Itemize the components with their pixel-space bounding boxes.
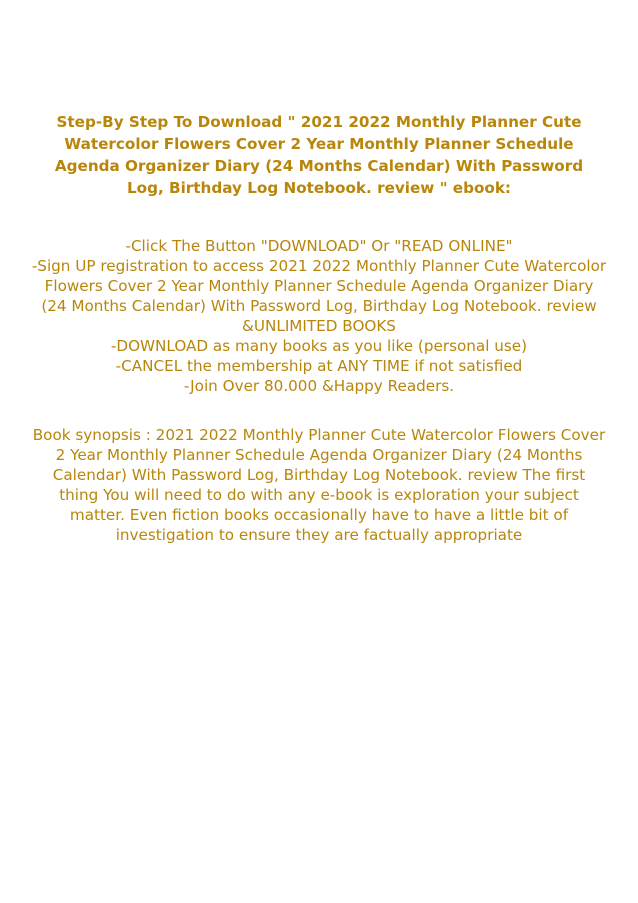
step-sign-up: -Sign UP registration to access 2021 2022 Monthly Planner Cute Watercolor Flowers Cover 2 Year Monthly Planner Schedule Agenda Organizer Diary (24 Months Calendar) With Password Log, Birthday Log Notebook. review &UNLIMITED BOOKS (31, 257, 607, 335)
book-synopsis: Book synopsis : 2021 2022 Monthly Planner Cute Watercolor Flowers Cover 2 Year Monthly Planner Schedule Agenda Organizer Diary (24 Months Calendar) With Password Log, Birthday Log Notebook. review The first thing You will need to do with any e-book is exploration your subject matter. Even fiction books occasionally have to have a little bit of investigation to ensure they are factually appropriate (32, 426, 606, 544)
step-join: -Join Over 80.000 &Happy Readers. (183, 377, 455, 395)
download-steps-list (30, 236, 608, 396)
step-click-button: -Click The Button "DOWNLOAD" Or "READ ONLINE" (125, 237, 513, 255)
page-title: Step-By Step To Download " 2021 2022 Monthly Planner Cute Watercolor Flowers Cover 2 Year Monthly Planner Schedule Agenda Organizer Diary (24 Months Calendar) With Password Log, Birthday Log Notebook. review " ebook: (54, 113, 584, 197)
step-download: -DOWNLOAD as many books as you like (personal use) (110, 337, 528, 355)
step-cancel: -CANCEL the membership at ANY TIME if not satisfied (115, 357, 523, 375)
